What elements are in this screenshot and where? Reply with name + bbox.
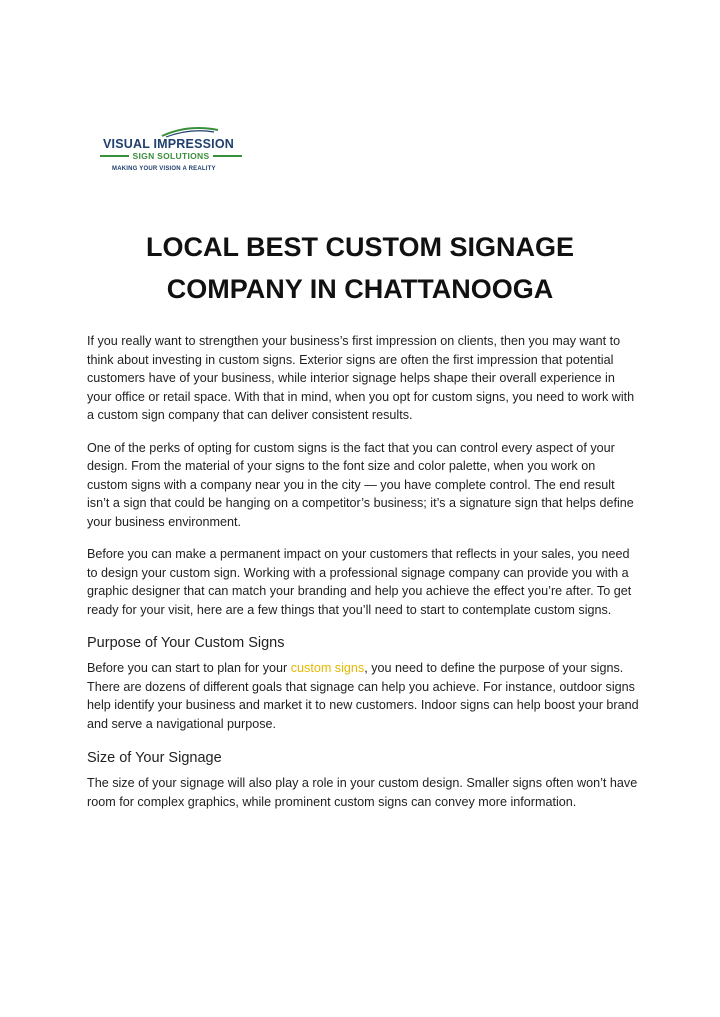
company-logo	[100, 124, 250, 180]
paragraph-purpose	[87, 659, 639, 733]
paragraph-perks: One of the perks of opting for custom signs is the fact that you can control every aspect of your design. From the material of your signs to the font size and color palette, when you work on custom signs with a company near you in the city — you have complete control. The end result isn’t a sign that could be hanging on a competitor’s business; it’s a signature sign that helps define your business environment.	[87, 440, 634, 529]
section-heading-purpose: Purpose of Your Custom Signs	[87, 635, 285, 651]
purpose-text-before: Before you can start to plan for your	[87, 661, 291, 675]
paragraph-design: Before you can make a permanent impact on your customers that reflects in your sales, you need to design your custom sign. Working with a professional signage company can provide you with a graphic designer that can match your branding and help you achieve the effect you’re after. To get ready for your visit, here are a few things that you’ll need to start to contemplate custom signs.	[87, 547, 632, 617]
logo-subname: SIGN SOLUTIONS	[132, 151, 210, 161]
section-heading-size: Size of Your Signage	[87, 750, 222, 766]
logo-divider-left	[100, 155, 129, 157]
paragraph-intro: If you really want to strengthen your business’s first impression on clients, then you may want to think about investing in custom signs. Exterior signs are often the first impression that potential customers have of your business, while interior signage helps shape their overall experience in your office or retail space. With that in mind, when you opt for custom signs, you need to work with a custom sign company that can deliver consistent results.	[87, 334, 635, 422]
page-title	[60, 226, 660, 310]
logo-name-line1: VISUAL IMPRESSION	[103, 137, 234, 151]
title-line1: LOCAL BEST CUSTOM SIGNAGE	[145, 232, 575, 262]
article-body	[87, 332, 639, 811]
logo-tagline: MAKING YOUR VISION A REALITY	[112, 166, 216, 172]
title-line2: COMPANY IN CHATTANOOGA	[166, 274, 554, 304]
logo-name-line2	[100, 150, 242, 162]
paragraph-size: The size of your signage will also play a role in your custom design. Smaller signs often won’t have room for complex graphics, while prominent custom signs can convey more information.	[87, 776, 638, 809]
purpose-text-after: , you need to define the purpose of your signs. There are dozens of different goals that signage can help you achieve. For instance, outdoor signs help identify your business and market it to new customers. Indoor signs can help boost your brand and serve a navigational purpose.	[87, 661, 639, 731]
custom-signs-link[interactable]: custom signs	[290, 661, 365, 675]
logo-divider-right	[213, 155, 242, 157]
